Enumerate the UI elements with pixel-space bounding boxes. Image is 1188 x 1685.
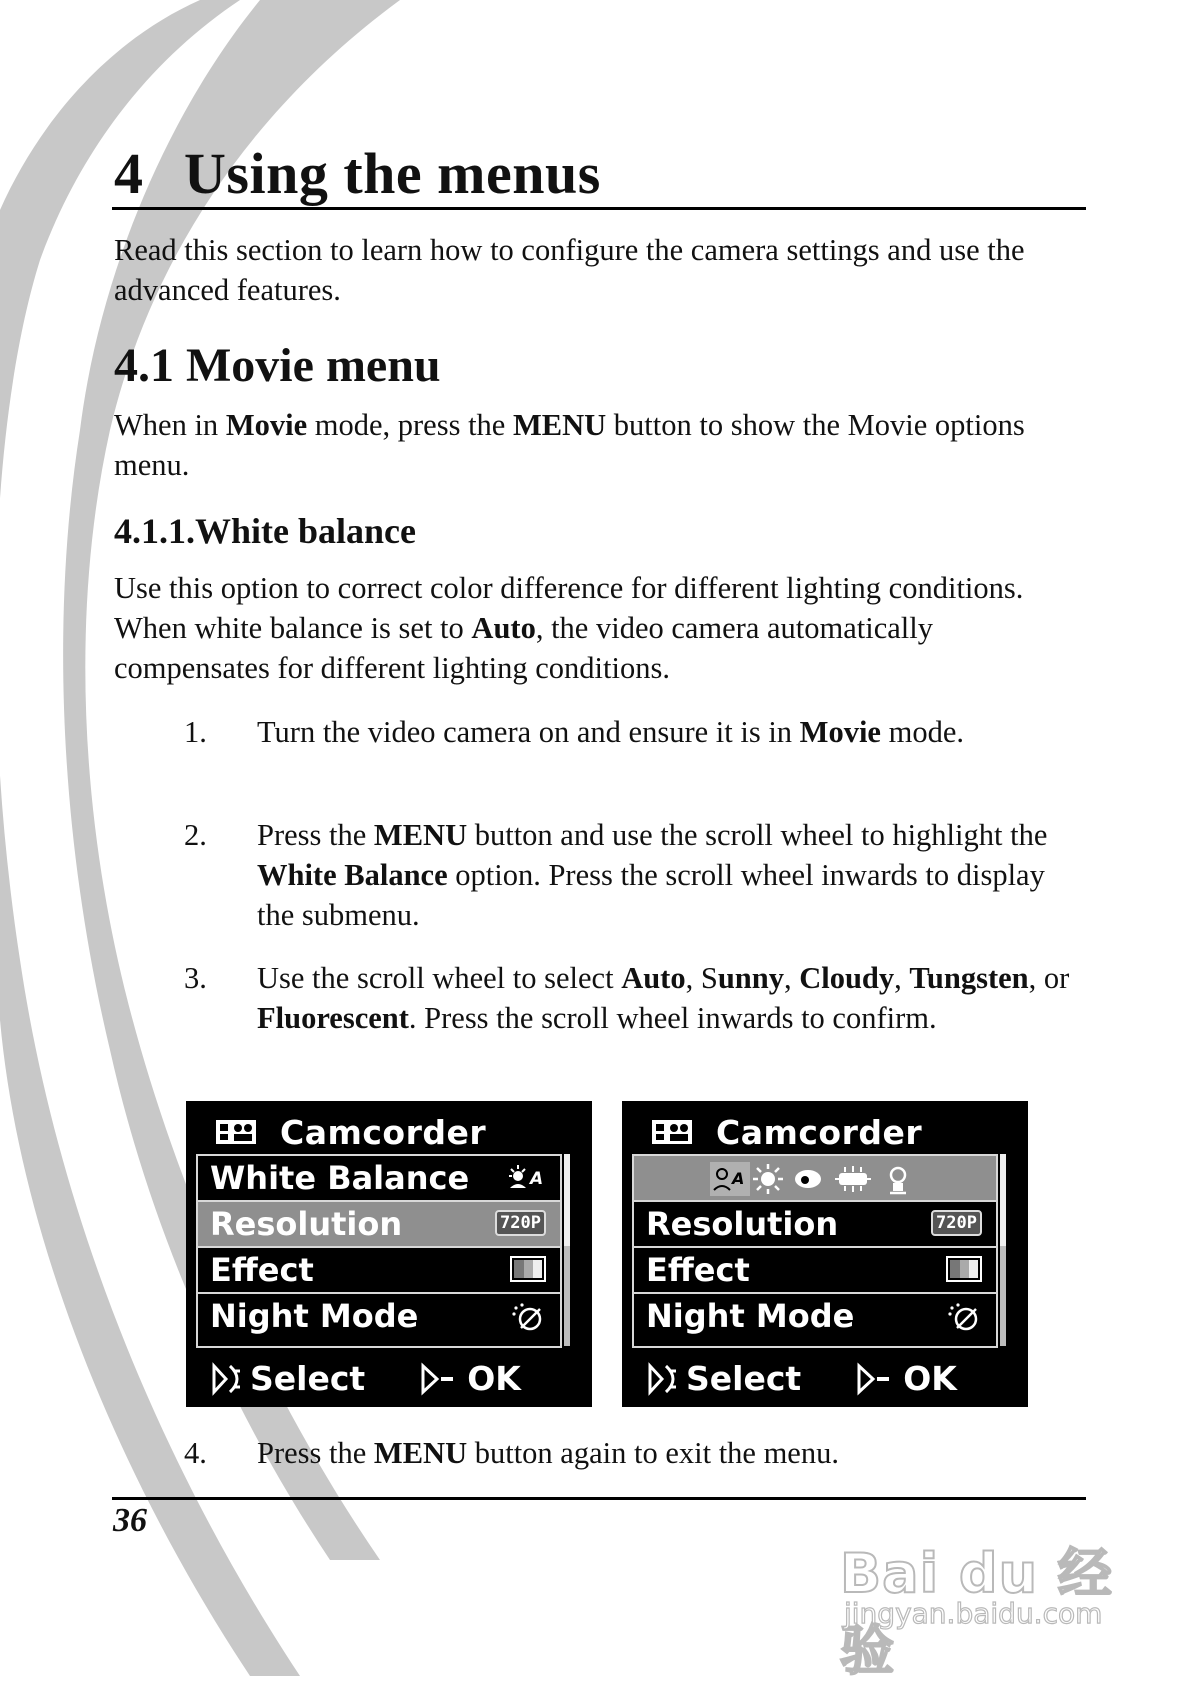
menu-item-resolution[interactable]: Resolution 720P [198,1202,560,1248]
press-icon [855,1362,903,1396]
section-title: 4.1 Movie menu [114,339,441,392]
select-hint: Select [686,1359,802,1398]
fluorescent-icon[interactable] [890,1168,906,1193]
menu-scrollbar[interactable] [562,1154,572,1346]
ok-hint: OK [467,1359,521,1398]
select-hint: Select [250,1359,366,1398]
effect-icon [510,1256,546,1282]
movie-paragraph: When in Movie mode, press the MENU button to show the Movie options menu. [114,408,1025,482]
watermark-url: jingyan.baidu.com [844,1597,1103,1630]
camcorder-menu-screen-main [186,1101,592,1407]
movie-camera-icon [214,1116,258,1148]
baidu-watermark [840,1525,1130,1682]
resolution-720p-icon: 720P [931,1210,982,1236]
menu-item-night-mode[interactable]: Night Mode [198,1294,560,1338]
screen-title: Camcorder [716,1112,923,1152]
menu-scrollbar[interactable] [998,1154,1008,1346]
resolution-720p-icon: 720P [495,1210,546,1236]
heading-rule [112,207,1086,210]
subsection-title: 4.1.1.White balance [114,511,416,551]
screen-header [650,1111,922,1153]
effect-icon [946,1256,982,1282]
screen-header [214,1111,486,1153]
menu-item-effect[interactable]: Effect [198,1248,560,1294]
chapter-title: Using the menus [184,141,601,206]
watermark-brand: Bai du 经验 [840,1542,1113,1682]
screen-footer [646,1359,1016,1398]
svg-text:A: A [530,1169,544,1189]
cloudy-icon[interactable] [795,1170,821,1188]
menu-list [196,1154,562,1348]
screen-footer [210,1359,580,1398]
screen-title: Camcorder [280,1112,487,1152]
auto-wb-icon[interactable] [710,1162,750,1196]
menu-item-effect[interactable]: Effect [634,1248,996,1294]
scroll-wheel-icon [210,1362,250,1396]
menu-item-resolution[interactable]: Resolution 720P [634,1202,996,1248]
night-mode-off-icon [946,1302,982,1332]
white-balance-options-row [634,1156,996,1202]
white-balance-options [708,1160,930,1198]
menu-item-night-mode[interactable]: Night Mode [634,1294,996,1338]
svg-text:A: A [732,1169,745,1188]
footer-rule [112,1497,1086,1500]
night-mode-off-icon [510,1302,546,1332]
auto-white-balance-icon [506,1164,546,1192]
tungsten-icon[interactable] [835,1166,871,1192]
scroll-wheel-icon [646,1362,686,1396]
chapter-number: 4 [114,141,144,206]
intro-paragraph: Read this section to learn how to configure the camera settings and use the advanced features. [114,233,1025,307]
sunny-icon[interactable] [753,1164,783,1194]
chapter-heading [114,140,601,207]
press-icon [419,1362,467,1396]
menu-item-white-balance[interactable]: White Balance A [198,1156,560,1202]
movie-camera-icon [650,1116,694,1148]
ok-hint: OK [903,1359,957,1398]
page-number: 36 [113,1502,147,1539]
menu-list [632,1154,998,1348]
camcorder-menu-screen-submenu [622,1101,1028,1407]
white-balance-paragraph: Use this option to correct color difference for different lighting conditions. When white balance is set to Auto, the video camera automatically compensates for different lighting conditions. [114,571,1024,685]
